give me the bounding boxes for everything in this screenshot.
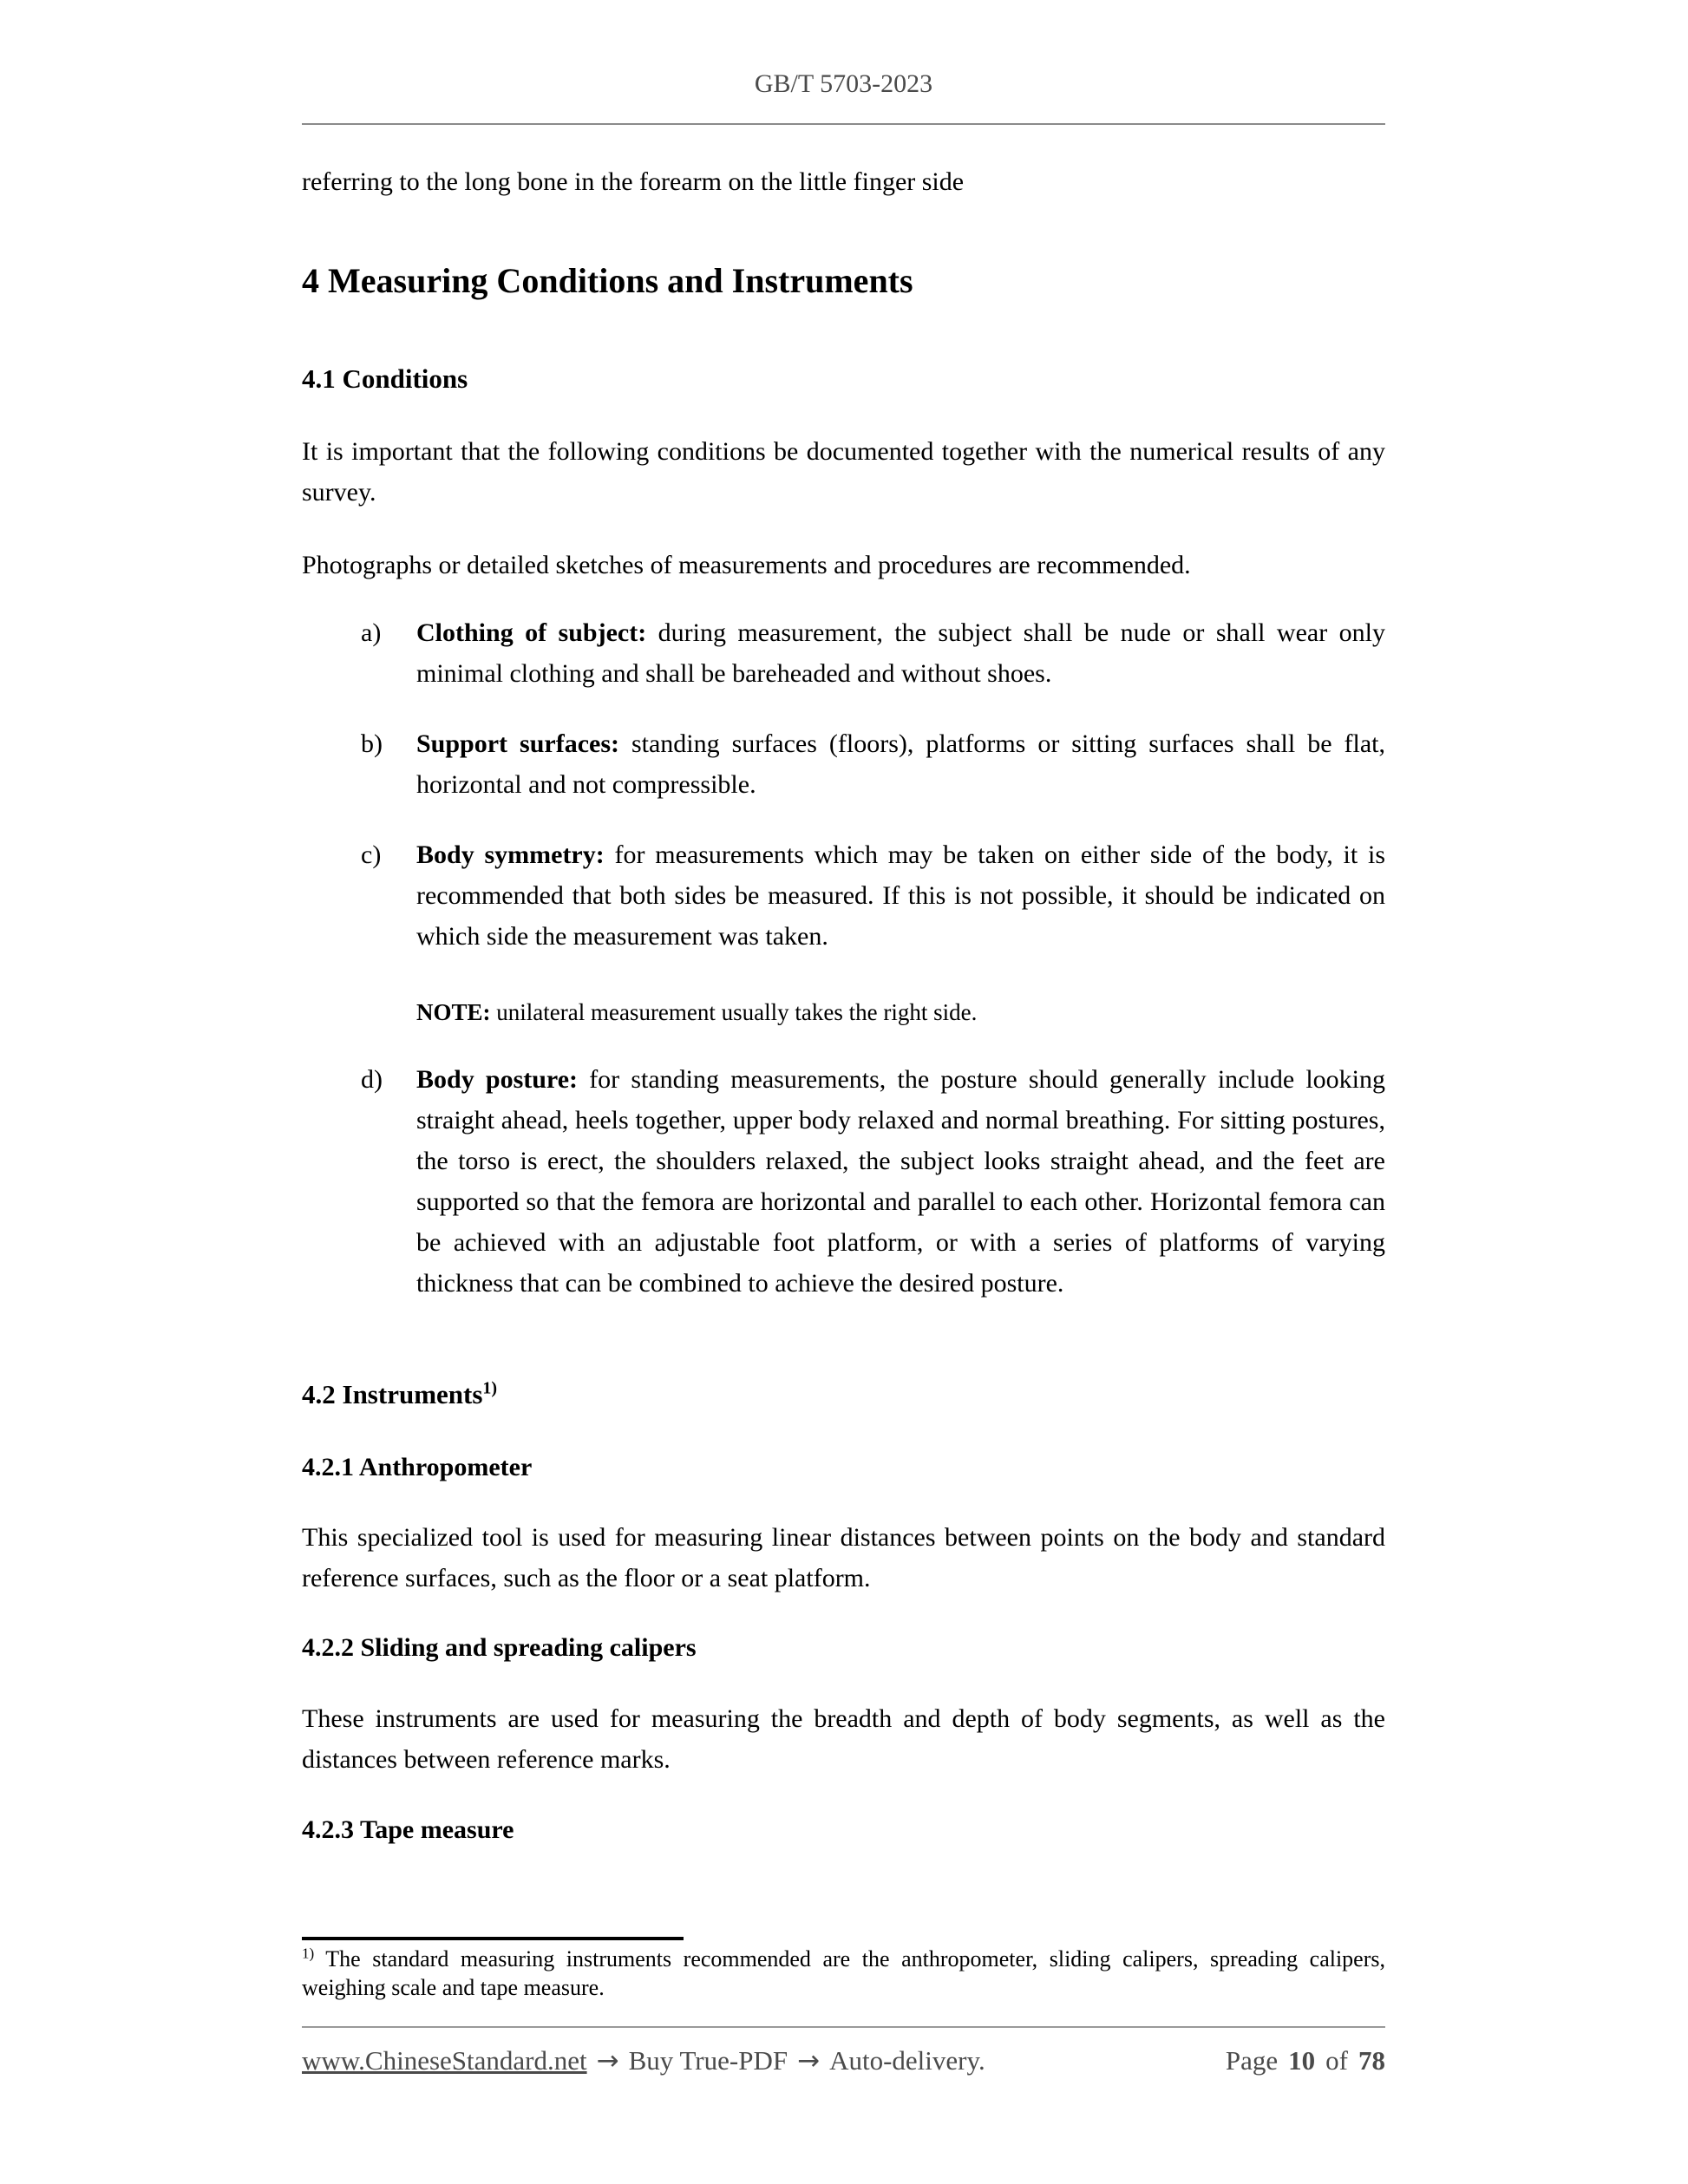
list-marker-a: a) [361, 618, 382, 647]
list-item-b-lead: Support surfaces: [416, 729, 619, 758]
section-4-heading: 4 Measuring Conditions and Instruments [302, 261, 913, 300]
paragraph-conditions-documented: It is important that the following conditions be documented together with the numerical results of any survey. [302, 437, 1385, 507]
note-text [416, 995, 1385, 1030]
right-arrow-icon: → [596, 2045, 619, 2076]
footnote-text [302, 1945, 1385, 2002]
list-item-c [302, 834, 1385, 957]
footnote-separator [302, 1937, 684, 1940]
list-marker-b: b) [361, 729, 383, 758]
intro-paragraph: referring to the long bone in the forearm on the little finger side [302, 167, 965, 196]
list-item-b-body: standing surfaces (floors), platforms or sitting surfaces shall be flat, horizontal and not compressible. [416, 729, 1385, 799]
total-pages: 78 [1358, 2045, 1385, 2076]
note-label: NOTE: [416, 999, 491, 1025]
footnote-body: The standard measuring instruments recommended are the anthropometer, sliding calipers, spreading calipers, weighing scale and tape measure. [302, 1946, 1385, 2000]
header-divider [302, 123, 1385, 125]
footer-delivery-label: Auto-delivery. [829, 2045, 985, 2076]
list-item-d-lead: Body posture: [416, 1065, 578, 1094]
list-item-a [302, 612, 1385, 694]
list-item-c-text [416, 834, 1385, 957]
footer-left [302, 2045, 985, 2076]
list-item-a-text [416, 612, 1385, 694]
footnote-ref-superscript: 1) [482, 1378, 498, 1398]
note-block [302, 995, 1385, 1030]
page-number: 10 [1288, 2045, 1316, 2076]
running-header-doc-number: GB/T 5703-2023 [754, 69, 933, 98]
list-item-c-lead: Body symmetry: [416, 840, 605, 869]
paragraph-anthropometer: This specialized tool is used for measuring linear distances between points on the body and standard reference surfaces, such as the floor or a seat platform. [302, 1523, 1385, 1592]
page-footer [302, 2045, 1385, 2076]
section-4-2-heading [302, 1376, 1385, 1414]
list-item-b [302, 723, 1385, 805]
paragraph-calipers: These instruments are used for measuring the breadth and depth of body segments, as well as the distances between reference marks. [302, 1704, 1385, 1774]
section-4-2-1-heading: 4.2.1 Anthropometer [302, 1453, 533, 1481]
section-4-2-3-heading: 4.2.3 Tape measure [302, 1815, 514, 1844]
page-label: Page [1225, 2045, 1279, 2076]
of-label: of [1325, 2045, 1348, 2076]
section-4-2-heading-text: 4.2 Instruments [302, 1379, 483, 1409]
note-body: unilateral measurement usually takes the right side. [490, 999, 978, 1025]
right-arrow-icon: → [797, 2045, 821, 2076]
section-4-1-heading: 4.1 Conditions [302, 363, 468, 394]
list-item-d-body: for standing measurements, the posture should generally include looking straight ahead, heels together, upper body relaxed and normal breathing. For sitting postures, the torso is erect, the shoulders relaxed, the subject looks straight ahead, and the feet are supported so that the femora are horizontal and parallel to each other. Horizontal femora can be achieved with an adjustable foot platform, or with a series of platforms of varying thickness that can be combined to achieve the desired posture. [416, 1065, 1385, 1298]
section-4-2-2-heading: 4.2.2 Sliding and spreading calipers [302, 1633, 697, 1662]
list-marker-d: d) [361, 1065, 383, 1094]
paragraph-photographs: Photographs or detailed sketches of measurements and procedures are recommended. [302, 551, 1191, 579]
list-item-c-body: for measurements which may be taken on either side of the body, it is recommended that both sides be measured. If this is not possible, it should be indicated on which side the measurement was taken. [416, 840, 1385, 951]
list-item-b-text [416, 723, 1385, 805]
footnote-marker: 1) [302, 1945, 315, 1962]
list-item-a-body: during measurement, the subject shall be nude or shall wear only minimal clothing and shall be bareheaded and without shoes. [416, 618, 1385, 688]
list-item-d-text [416, 1059, 1385, 1304]
footer-divider [302, 2026, 1385, 2028]
list-item-a-lead: Clothing of subject: [416, 618, 647, 647]
footer-buy-label: Buy True-PDF [628, 2045, 788, 2076]
site-link[interactable]: www.ChineseStandard.net [302, 2045, 587, 2076]
list-item-d [302, 1059, 1385, 1304]
page-indicator [1226, 2045, 1385, 2076]
list-marker-c: c) [361, 840, 382, 869]
